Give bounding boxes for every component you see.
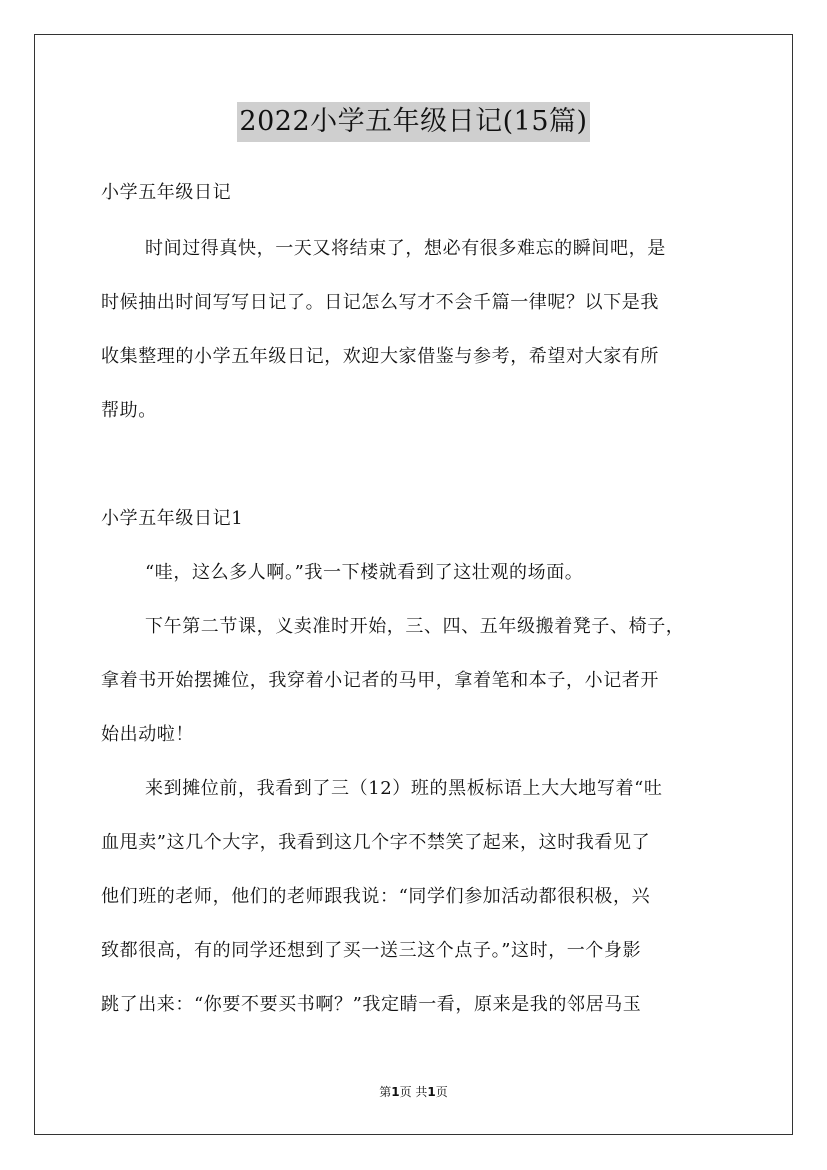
title-container	[0, 102, 827, 142]
intro-line: 时间过得真快，一天又将结束了，想必有很多难忘的瞬间吧，是	[145, 238, 666, 259]
entry-line: 致都很高，有的同学还想到了买一送三这个点子。”这时，一个身影	[101, 940, 642, 961]
entry-line: “哇，这么多人啊。”我一下楼就看到了这壮观的场面。	[145, 562, 584, 583]
entry-line: 血甩卖”这几个大字，我看到这几个字不禁笑了起来，这时我看见了	[101, 832, 651, 853]
intro-line: 时候抽出时间写写日记了。日记怎么写才不会千篇一律呢？以下是我	[101, 292, 659, 313]
entry-line: 拿着书开始摆摊位，我穿着小记者的马甲，拿着笔和本子，小记者开	[101, 670, 659, 691]
footer-page-total: 1	[427, 1085, 436, 1099]
footer-page-prefix: 第	[379, 1085, 392, 1099]
entry-line: 下午第二节课，义卖准时开始，三、四、五年级搬着凳子、椅子，	[145, 616, 685, 637]
footer-page-current: 1	[391, 1085, 400, 1099]
document-title: 2022小学五年级日记(15篇)	[237, 102, 589, 142]
entry-line: 始出动啦！	[101, 724, 194, 745]
section-heading: 小学五年级日记	[101, 182, 232, 203]
footer-page-suffix: 页	[435, 1085, 448, 1099]
entry-heading: 小学五年级日记1	[101, 508, 244, 529]
entry-line: 他们班的老师，他们的老师跟我说：“同学们参加活动都很积极，兴	[101, 886, 651, 907]
intro-line: 帮助。	[101, 400, 157, 421]
intro-line: 收集整理的小学五年级日记，欢迎大家借鉴与参考，希望对大家有所	[101, 346, 659, 367]
page-footer	[0, 1083, 827, 1101]
entry-line: 来到摊位前，我看到了三（12）班的黑板标语上大大地写着“吐	[145, 778, 663, 799]
entry-line: 跳了出来：“你要不要买书啊？”我定睛一看，原来是我的邻居马玉	[101, 994, 642, 1015]
footer-page-mid: 页 共	[399, 1085, 428, 1099]
